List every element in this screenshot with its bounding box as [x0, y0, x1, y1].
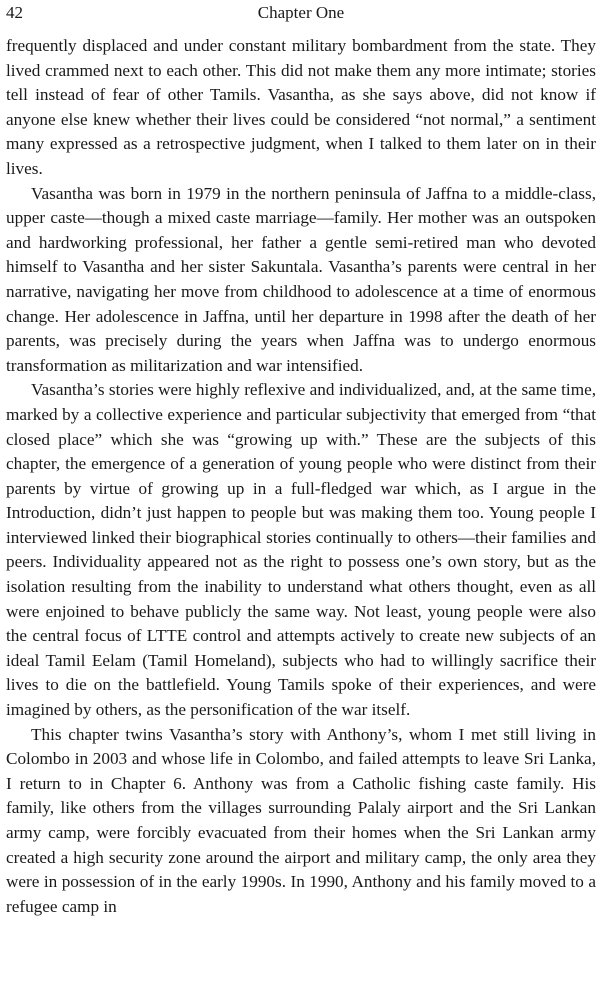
chapter-title: Chapter One	[257, 3, 345, 22]
running-head	[6, 2, 596, 24]
body-text	[6, 34, 596, 919]
paragraph: This chapter twins Vasantha’s story with Anthony’s, whom I met still living in Colombo in 2003 and whose life in Colombo, and failed attempts to leave Sri Lanka, I return to in Chapter 6. Anthony was from a Catholic fishing caste family. His family, like others from the villages surrounding Palaly airport and the Sri Lankan army camp, were forcibly evacuated from their homes when the Sri Lankan army created a high security zone around the airport and military camp, the only area they were in possession of in the early 1990s. In 1990, Anthony and his family moved to a refugee camp in	[6, 724, 596, 916]
paragraph-continued: frequently displaced and under constant military bombardment from the state. They lived crammed next to each other. This did not make them any more intimate; stories tell instead of fear of other Tamils. Vasantha, as she says above, did not know if anyone else knew whether their lives could be considered “not normal,” a sentiment many expressed as a retrospective judgment, when I talked to them later on in their lives.	[6, 36, 596, 178]
page-number: 42	[6, 3, 23, 22]
paragraph: Vasantha was born in 1979 in the northern peninsula of Jaffna to a middle-class, upper caste—though a mixed caste marriage—family. Her mother was an outspoken and hardworking professional, her father a gentle semi-retired man who devoted himself to Vasantha and her sister Sakuntala. Vasantha’s parents were central in her narrative, navigating her move from childhood to adolescence at a time of enormous change. Her adolescence in Jaffna, until her departure in 1998 after the death of her parents, was precisely during the years when Jaffna was to undergo enormous transformation as militarization and war intensified.	[6, 183, 596, 375]
paragraph: Vasantha’s stories were highly reflexive and individualized, and, at the same time, marked by a collective experience and particular subjectivity that emerged from “that closed place” which she was “growing up with.” These are the subjects of this chapter, the emergence of a generation of young people who were distinct from their parents by virtue of growing up in a full-fledged war which, as I argue in the Introduction, didn’t just happen to people but was making them too. Young people I interviewed linked their biographical stories continually to others—their families and peers. Individuality appeared not as the right to possess one’s own story, but as the isolation resulting from the inability to understand what others thought, even as all were enjoined to behave publicly the same way. Not least, young people were also the central focus of LTTE control and attempts actively to create new subjects of an ideal Tamil Eelam (Tamil Homeland), subjects who had to willingly sacrifice their lives to die on the battlefield. Young Tamils spoke of their experiences, and were imagined by others, as the personification of the war itself.	[6, 380, 596, 720]
